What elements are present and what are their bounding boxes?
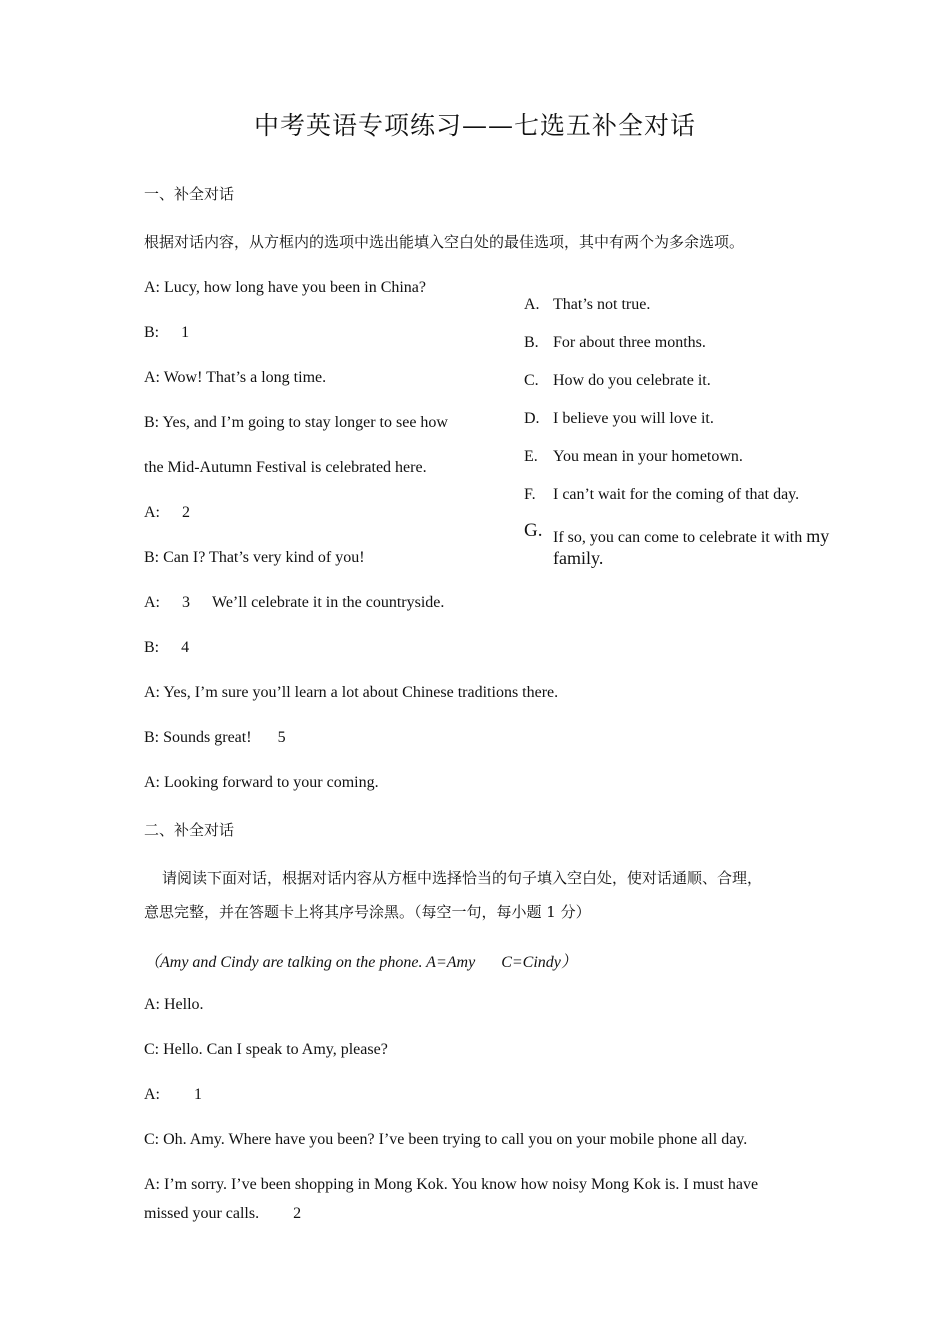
line-text: missed your calls. (144, 1205, 260, 1222)
section2-instruction-line1: 请阅读下面对话，根据对话内容从方框中选择恰当的句子填入空白处，使对话通顺、合理， (162, 869, 763, 887)
option-e (524, 448, 743, 466)
dialogue-line (144, 414, 448, 432)
dialogue-line (144, 504, 190, 522)
dialogue-line (144, 1041, 388, 1059)
speaker: B: (144, 414, 160, 431)
option-text: I believe you will love it. (553, 410, 714, 427)
option-text: That’s not true. (553, 296, 651, 313)
option-text (553, 526, 829, 547)
speaker: A: (144, 279, 160, 296)
line-text: Yes, I’m sure you’ll learn a lot about Chinese traditions there. (163, 684, 559, 701)
line-text: Lucy, how long have you been in China? (164, 279, 427, 296)
blank-number: 3 (182, 594, 190, 611)
line-text: We’ll celebrate it in the countryside. (212, 594, 445, 611)
section1-instruction: 根据对话内容，从方框内的选项中选出能填入空白处的最佳选项，其中有两个为多余选项。 (144, 233, 745, 251)
option-text-part: If so, you can come to celebrate it with (553, 529, 803, 546)
dialogue-line (144, 369, 326, 387)
dialogue-line (144, 459, 427, 477)
dialogue-context (144, 949, 577, 972)
option-text: I can’t wait for the coming of that day. (553, 486, 800, 503)
option-d (524, 410, 714, 428)
dialogue-line (144, 1205, 301, 1223)
section2-heading: 二、补全对话 (144, 821, 235, 839)
line-text: the Mid-Autumn Festival is celebrated here. (144, 459, 427, 476)
blank-number: 2 (293, 1205, 302, 1222)
dialogue-line (144, 324, 189, 342)
option-g (524, 520, 854, 572)
dialogue-line (144, 639, 189, 657)
dialogue-line (144, 996, 204, 1014)
section2-instruction-line2: 意思完整，并在答题卡上将其序号涂黑。（每空一句，每小题 1 分） (144, 903, 591, 921)
dialogue-line (144, 549, 365, 567)
dialogue-line (144, 729, 286, 747)
dialogue-line (144, 1176, 758, 1194)
speaker: B: (144, 324, 160, 341)
speaker: A: (144, 1086, 160, 1103)
option-letter: F. (524, 486, 536, 503)
context-text: （Amy and Cindy are talking on the phone. A=Amy (144, 954, 476, 971)
option-letter: E. (524, 448, 538, 465)
speaker: A: (144, 594, 160, 611)
option-letter: C. (524, 372, 539, 389)
speaker: A: (144, 684, 160, 701)
speaker: C: (144, 1131, 160, 1148)
speaker: C: (144, 1041, 160, 1058)
line-text: Looking forward to your coming. (164, 774, 379, 791)
line-text: I’m sorry. I’ve been shopping in Mong Kok. You know how noisy Mong Kok is. I must have (164, 1176, 759, 1193)
option-letter: G. (524, 520, 543, 541)
option-c (524, 372, 711, 390)
option-letter: B. (524, 334, 539, 351)
dialogue-line (144, 684, 558, 702)
option-a (524, 296, 650, 314)
speaker: B: (144, 729, 160, 746)
speaker: A: (144, 1176, 160, 1193)
dialogue-line (144, 594, 444, 612)
option-b (524, 334, 706, 352)
line-text: Can I? That’s very kind of you! (163, 549, 365, 566)
blank-number: 1 (181, 324, 190, 341)
blank-number: 5 (277, 729, 286, 746)
option-text-line2: family. (553, 548, 604, 568)
blank-number: 2 (182, 504, 190, 521)
page-title: 中考英语专项练习——七选五补全对话 (253, 111, 696, 140)
dialogue-line (144, 1131, 747, 1149)
line-text: Sounds great! (163, 729, 252, 746)
speaker: A: (144, 504, 160, 521)
context-text: C=Cindy） (501, 954, 577, 971)
dialogue-line (144, 279, 426, 297)
option-text: For about three months. (553, 334, 706, 351)
speaker: A: (144, 369, 160, 386)
speaker: A: (144, 996, 160, 1013)
section1-heading: 一、补全对话 (144, 185, 235, 203)
line-text: Hello. (164, 996, 204, 1013)
option-letter: A. (524, 296, 540, 313)
option-text-part: my (806, 526, 830, 546)
line-text: Wow! That’s a long time. (163, 369, 327, 386)
option-letter: D. (524, 410, 540, 427)
speaker: B: (144, 549, 160, 566)
option-text: How do you celebrate it. (553, 372, 711, 389)
speaker: B: (144, 639, 160, 656)
option-f (524, 486, 799, 504)
dialogue-line (144, 774, 379, 792)
line-text: Hello. Can I speak to Amy, please? (163, 1041, 388, 1058)
speaker: A: (144, 774, 160, 791)
option-text: You mean in your hometown. (553, 448, 743, 465)
blank-number: 1 (194, 1086, 202, 1103)
blank-number: 4 (181, 639, 190, 656)
line-text: Yes, and I’m going to stay longer to see how (162, 414, 448, 431)
line-text: Oh. Amy. Where have you been? I’ve been trying to call you on your mobile phone all day. (163, 1131, 748, 1148)
dialogue-line (144, 1086, 202, 1104)
